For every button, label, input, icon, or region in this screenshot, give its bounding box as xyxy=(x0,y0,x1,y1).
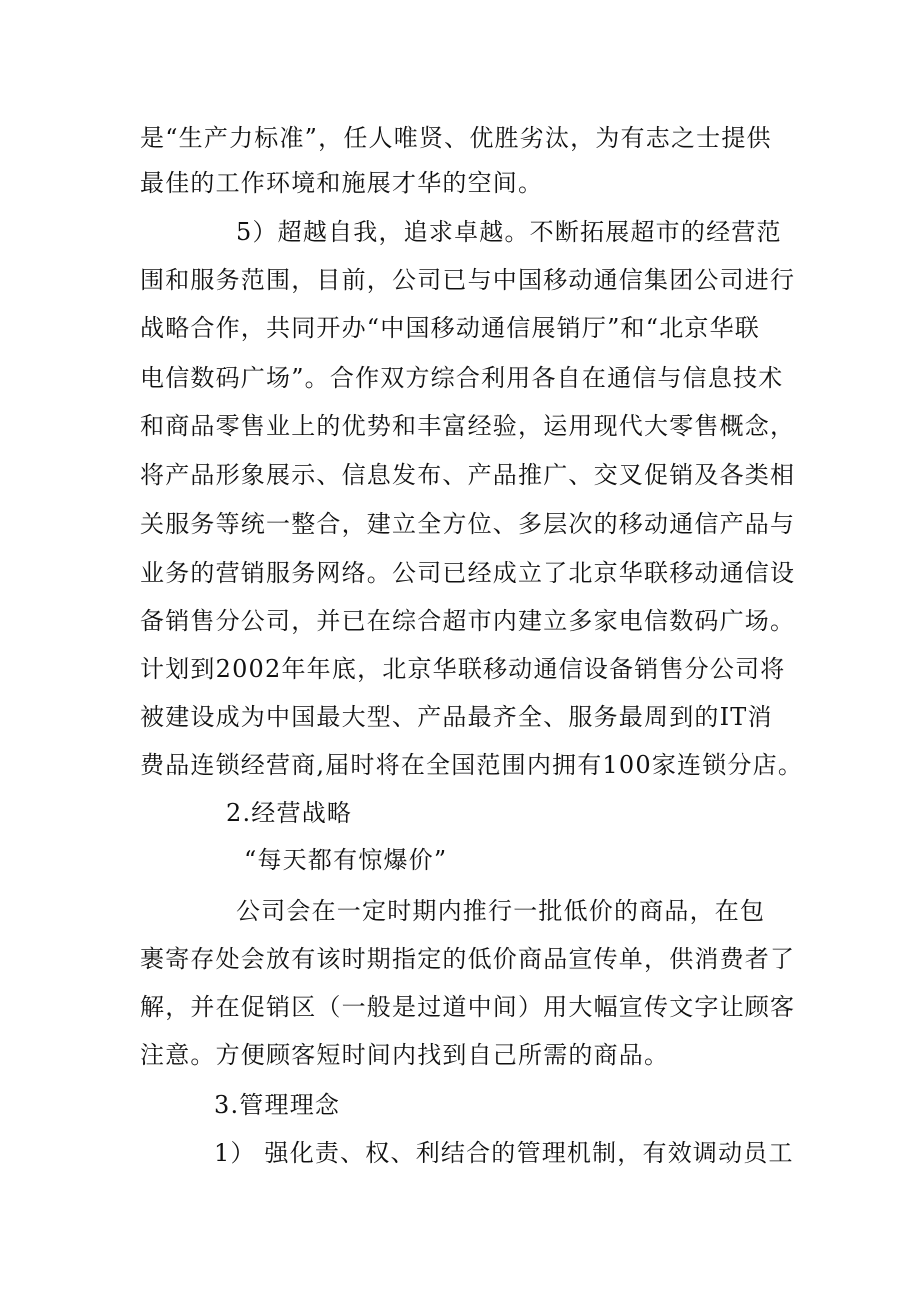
text-line: 电信数码广场”。合作双方综合利用各自在通信与信息技术 xyxy=(140,364,784,392)
section-heading: 2.经营战略 xyxy=(226,799,353,827)
text-line: 1） 强化责、权、利结合的管理机制，有效调动员工 xyxy=(214,1139,794,1167)
text-line: 最佳的工作环境和施展才华的空间。 xyxy=(140,169,544,197)
text-line: 裹寄存处会放有该时期指定的低价商品宣传单，供消费者了 xyxy=(140,945,796,973)
strategy-slogan: “每天都有惊爆价” xyxy=(244,846,448,874)
text-line: 和商品零售业上的优势和丰富经验，运用现代大零售概念， xyxy=(140,412,796,440)
text-line: 战略合作，共同开办“中国移动通信展销厅”和“北京华联 xyxy=(140,314,761,342)
text-line: 解，并在促销区（一般是过道中间）用大幅宣传文字让顾客 xyxy=(140,993,796,1021)
section-heading: 3.管理理念 xyxy=(214,1091,341,1119)
text-line: 业务的营销服务网络。公司已经成立了北京华联移动通信设 xyxy=(140,559,796,587)
text-line: 关服务等统一整合，建立全方位、多层次的移动通信产品与 xyxy=(140,510,796,538)
text-line: 被建设成为中国最大型、产品最齐全、服务最周到的IT消 xyxy=(140,703,773,731)
text-line: 备销售分公司，并已在综合超市内建立多家电信数码广场。 xyxy=(140,607,796,635)
text-line: 围和服务范围，目前，公司已与中国移动通信集团公司进行 xyxy=(140,266,796,294)
text-line: 将产品形象展示、信息发布、产品推广、交叉促销及各类相 xyxy=(140,461,796,489)
text-line: 费品连锁经营商,届时将在全国范围内拥有100家连锁分店。 xyxy=(140,751,804,779)
text-line: 注意。方便顾客短时间内找到自己所需的商品。 xyxy=(140,1041,670,1069)
text-line: 计划到2002年年底，北京华联移动通信设备销售分公司将 xyxy=(140,655,786,683)
text-line: 公司会在一定时期内推行一批低价的商品，在包 xyxy=(236,897,766,925)
text-line: 5）超越自我，追求卓越。不断拓展超市的经营范 xyxy=(236,218,782,246)
text-line: 是“生产力标准”，任人唯贤、优胜劣汰，为有志之士提供 xyxy=(140,124,772,152)
